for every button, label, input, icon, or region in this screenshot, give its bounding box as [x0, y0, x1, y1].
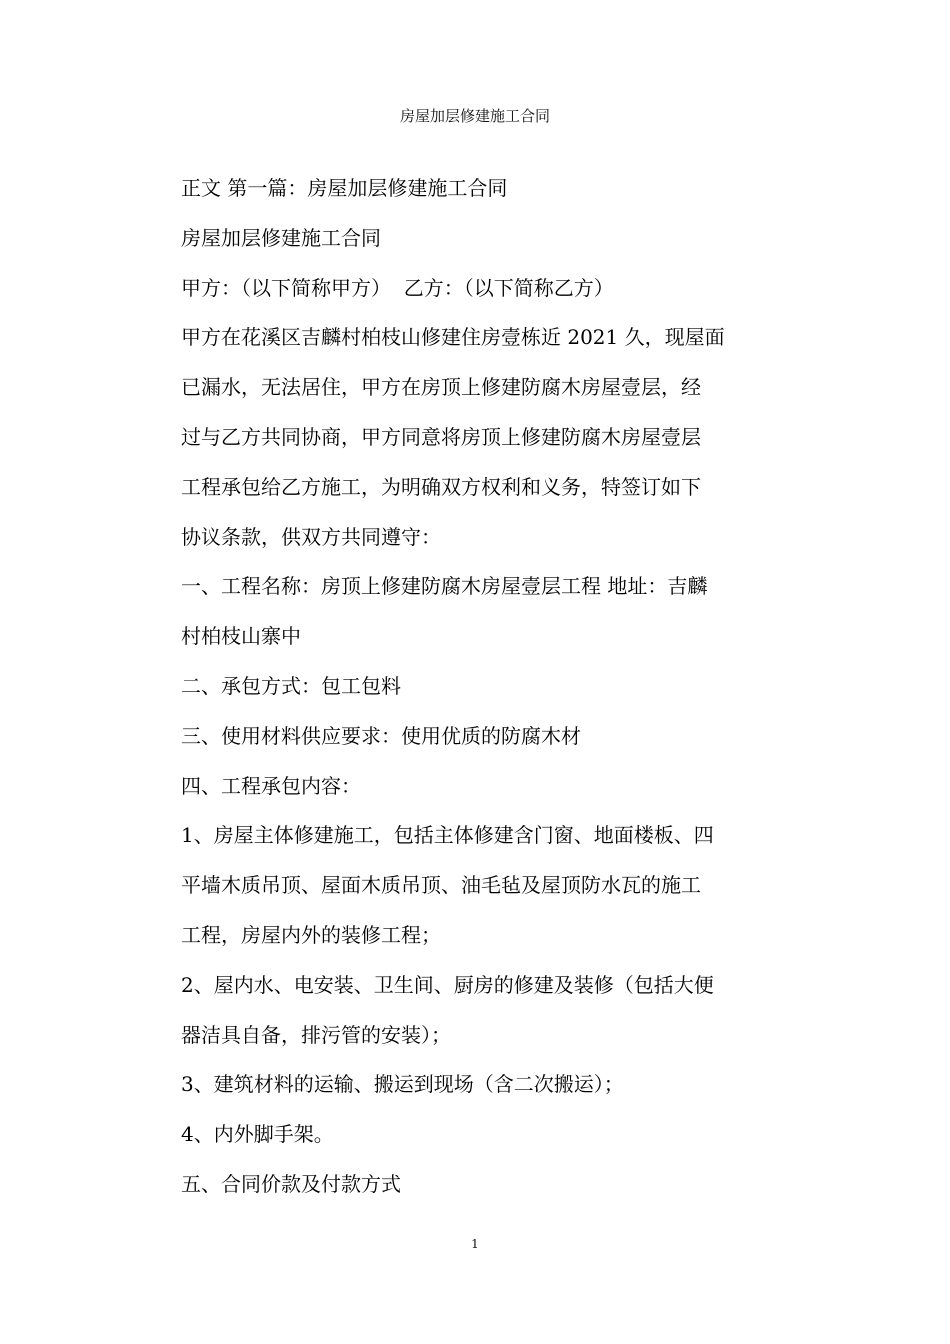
- document-body: [181, 164, 781, 1210]
- text-line: 甲方在花溪区吉麟村柏枝山修建住房壹栋近 2021 久，现屋面: [181, 325, 725, 350]
- text-line: 三、使用材料供应要求：使用优质的防腐木材: [181, 723, 581, 748]
- text-line: 甲方：（以下简称甲方） 乙方：（以下简称乙方）: [181, 275, 614, 300]
- text-line: 二、承包方式：包工包料: [181, 673, 401, 698]
- text-line: 协议条款，供双方共同遵守：: [181, 524, 441, 549]
- page-header-title: 房屋加层修建施工合同: [399, 107, 550, 125]
- text-line: 工程承包给乙方施工，为明确双方权利和义务，特签订如下: [181, 474, 701, 499]
- text-line: 正文 第一篇：房屋加层修建施工合同: [181, 176, 508, 200]
- page-number: 1: [471, 1237, 479, 1251]
- text-line: 房屋加层修建施工合同: [181, 225, 381, 250]
- text-line: 一、工程名称：房顶上修建防腐木房屋壹层工程 地址：吉麟: [181, 574, 708, 599]
- text-line: 五、合同价款及付款方式: [181, 1171, 401, 1196]
- text-line: 平墙木质吊顶、屋面木质吊顶、油毛毡及屋顶防水瓦的施工: [181, 873, 701, 898]
- text-line: 3、建筑材料的运输、搬运到现场（含二次搬运）；: [181, 1072, 624, 1097]
- text-line: 器洁具自备，排污管的安装）；: [181, 1022, 451, 1047]
- text-line: 村柏枝山寨中: [181, 624, 301, 649]
- text-line: 四、工程承包内容：: [181, 773, 361, 798]
- text-line: 工程，房屋内外的装修工程；: [181, 922, 441, 947]
- text-line: 已漏水，无法居住，甲方在房顶上修建防腐木房屋壹层，经: [181, 375, 701, 400]
- text-line: 1、房屋主体修建施工，包括主体修建含门窗、地面楼板、四: [181, 823, 714, 848]
- text-line: 2、屋内水、电安装、卫生间、厨房的修建及装修（包括大便: [181, 972, 714, 997]
- text-line: 过与乙方共同协商，甲方同意将房顶上修建防腐木房屋壹层: [181, 424, 701, 449]
- text-line: 4、内外脚手架。: [181, 1122, 334, 1147]
